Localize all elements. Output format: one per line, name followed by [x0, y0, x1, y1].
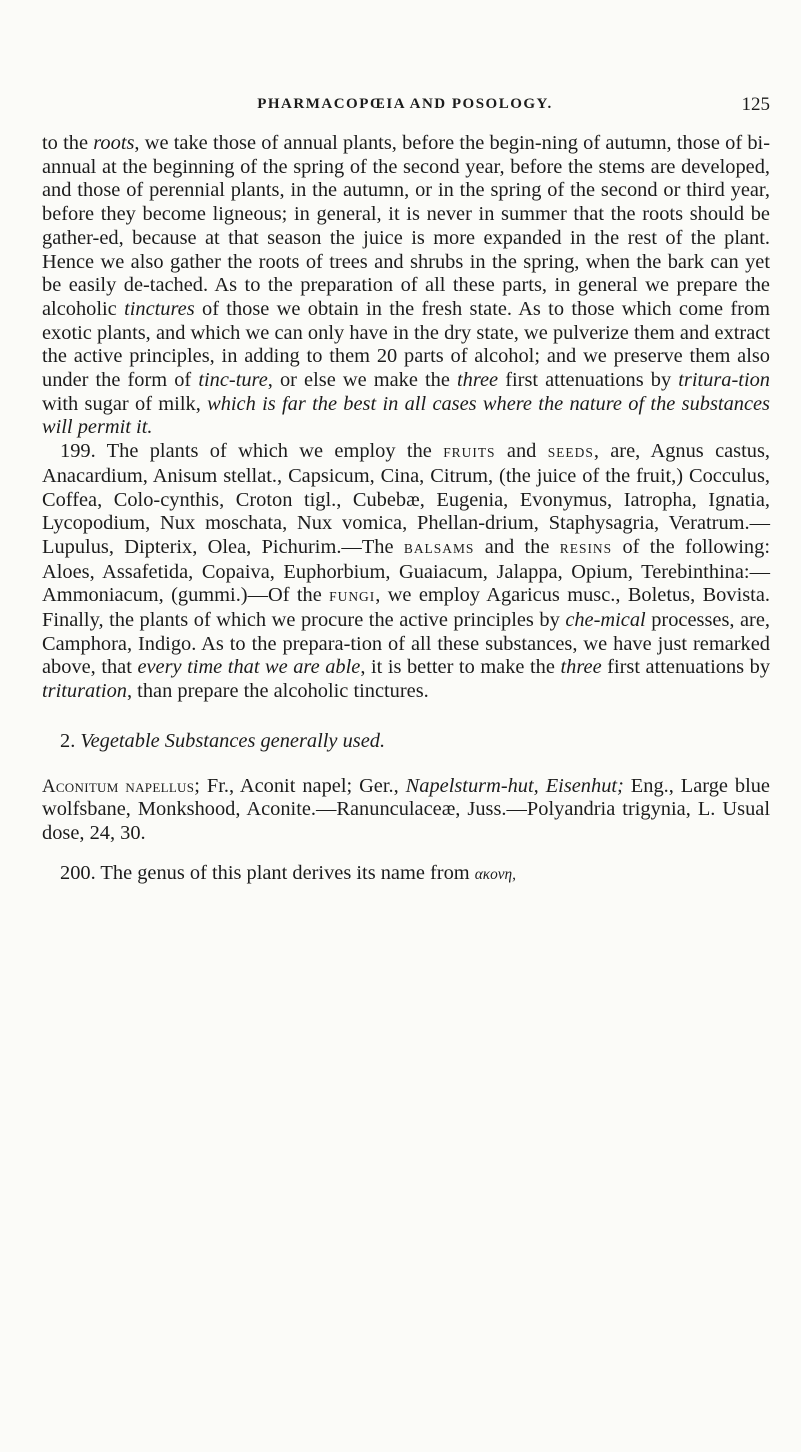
running-head: [40, 94, 770, 118]
body-text: [42, 132, 770, 886]
paragraph-199: 199. The plants of which we employ the FRUITS and SEEDS, are, Agnus castus, Anacardium, Anisum stellat., Capsicum, Cina, Citrum, (the juice of the fruit,) Cocculus, Coffea, Colo-cynthis, Croton tigl., Cubebæ, Eugenia, Evonymus, Iatropha, Ignatia, Lycopodium, Nux moschata, Nux vomica, Phellan-drium, Staphysagria, Veratrum.—Lupulus, Dipterix, Olea, Pichurim.—The BALSAMS and the RESINS of the following: Aloes, Assafetida, Copaiva, Euphorbium, Guaiacum, Jalappa, Opium, Terebinthina:—Ammoniacum, (gummi.)—Of the FUNGI, we employ Agaricus musc., Boletus, Bovista. Finally, the plants of which we procure the active principles by che-mical processes, are, Camphora, Indigo. As to the prepara-tion of all these substances, we have just remarked above, that every time that we are able, it is better to make the three first attenuations by trituration, than prepare the alcoholic tinctures.: [42, 440, 771, 703]
page-number: 125: [741, 94, 770, 115]
section-heading: [60, 730, 770, 754]
paragraph-200: 200. The genus of this plant derives its name from ακονη,: [60, 861, 516, 884]
section-title: Vegetable Substances generally used.: [80, 729, 386, 752]
paragraph-roots: to the roots, we take those of annual plants, before the begin-ning of autumn, those of bi-annual at the beginning of the spring of the second year, before the stems are developed, and those of perennial plants, in the autumn, or in the spring of the second or third year, before they become ligneous; in general, it is never in summer that the roots should be gather-ed, because at that season the juice is more expanded in the rest of the plant. Hence we also gather the roots of trees and shrubs in the spring, when the bark can yet be easily de-tached. As to the preparation of all these parts, in general we prepare the alcoholic tinctures of those we obtain in the fresh state. As to those which come from exotic plants, and which we can only have in the dry state, we pulverize them and extract the active principles, in adding to them 20 parts of alcohol; and we preserve them also under the form of tinc-ture, or else we make the three first attenuations by tritura-tion with sugar of milk, which is far the best in all cases where the nature of the substances will permit it.: [42, 132, 771, 439]
paragraph-aconitum: Aconitum napellus; Fr., Aconit napel; Ger., Napelsturm-hut, Eisenhut; Eng., Large blue wolfsbane, Monkshood, Aconite.—Ranunculaceæ, Juss.—Polyandria trigynia, L. Usual dose, 24, 30.: [42, 774, 770, 844]
running-title: PHARMACOPŒIA AND POSOLOGY.: [257, 96, 553, 112]
section-number: 2.: [60, 729, 76, 752]
entry-name: Aconitum napellus: [42, 775, 195, 797]
